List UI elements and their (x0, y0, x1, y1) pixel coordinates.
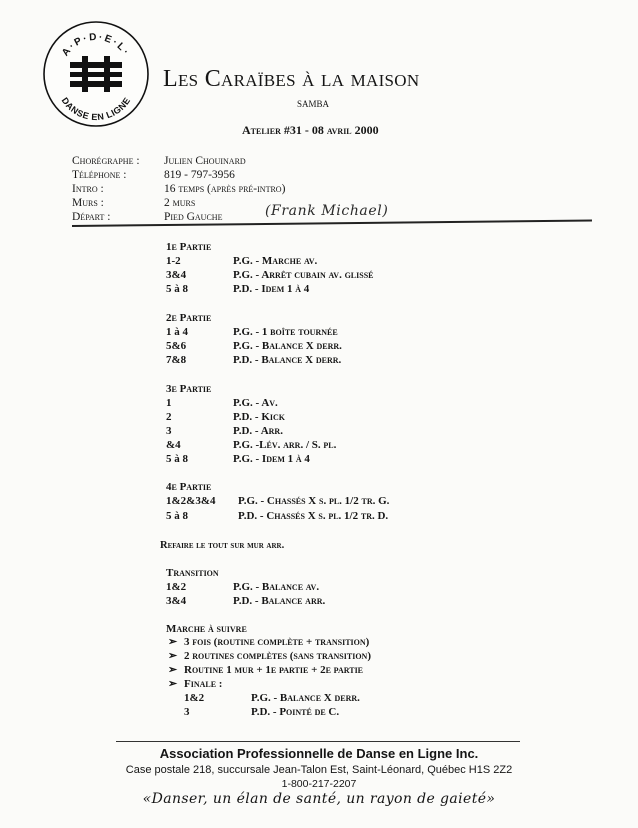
list-item (168, 650, 371, 663)
step-row (166, 453, 466, 466)
step-row (166, 581, 466, 594)
step-row (166, 425, 466, 438)
step-desc: P.G. -Lév. arr. / S. pl. (233, 439, 337, 451)
step-count: 1&2 (166, 581, 187, 593)
step-count: 3&4 (166, 595, 187, 607)
step-desc: P.D. - Balance X derr. (233, 354, 342, 366)
section-title: 4e Partie (166, 481, 212, 493)
step-desc: P.G. - Chassés X s. pl. 1/2 tr. G. (238, 495, 390, 507)
info-label: Départ : (72, 211, 111, 223)
step-desc: P.D. - Kick (233, 411, 285, 423)
step-desc: P.D. - Idem 1 à 4 (233, 283, 310, 295)
association-address: Case postale 218, succursale Jean-Talon Est, Saint-Léonard, Québec H1S 2Z2 (125, 764, 513, 776)
list-item-text: Finale : (184, 678, 223, 690)
logo-ring-text: A·P·D·E·L· (60, 31, 132, 59)
step-row (166, 439, 466, 452)
step-desc: P.D. - Arr. (233, 425, 283, 437)
association-phone: 1-800-217-2207 (281, 778, 357, 790)
step-desc: P.G. - Arrêt cubain av. glissé (233, 269, 374, 281)
list-item-text: 2 routines complètes (sans transition) (184, 650, 371, 662)
section-title: 1e Partie (166, 241, 212, 253)
association-name: Association Professionnelle de Danse en Ligne Inc. (159, 746, 479, 761)
step-count: 3 (184, 706, 190, 718)
step-count: &4 (166, 439, 181, 451)
section-title: Transition (166, 567, 219, 579)
footer-divider (116, 741, 520, 742)
atelier-date: Atelier #31 - 08 avril 2000 (242, 123, 379, 137)
step-desc: P.G. - Idem 1 à 4 (233, 453, 310, 465)
step-desc: P.D. - Pointé de C. (251, 706, 340, 718)
arrow-bullet-icon: ➢ (168, 636, 178, 648)
list-item-text: 3 fois (routine complète + transition) (184, 636, 370, 648)
step-row (166, 495, 486, 508)
info-value: Julien Chouinard (164, 155, 246, 167)
list-item (168, 664, 363, 677)
step-row (184, 706, 484, 719)
step-count: 1&2 (184, 692, 205, 704)
list-item-text: Routine 1 mur + 1e partie + 2e partie (184, 664, 364, 676)
page-title: Les Caraïbes à la maison (163, 66, 420, 92)
info-label: Intro : (72, 183, 104, 195)
step-count: 1&2&3&4 (166, 495, 216, 507)
apdel-logo-icon (42, 20, 150, 128)
step-desc: P.G. - Balance X derr. (233, 340, 342, 352)
list-item (168, 678, 222, 691)
info-murs (72, 196, 195, 210)
step-desc: P.D. - Balance arr. (233, 595, 326, 607)
list-item (168, 636, 369, 649)
step-count: 1-2 (166, 255, 181, 267)
info-choregraphe (72, 154, 246, 168)
step-row (166, 354, 466, 367)
step-desc: P.G. - Balance av. (233, 581, 320, 593)
info-telephone (72, 168, 235, 182)
info-value: 16 temps (après pré-intro) (164, 183, 286, 195)
step-desc: P.G. - 1 boîte tournée (233, 326, 338, 338)
step-count: 3 (166, 425, 172, 437)
info-value: 819 - 797-3956 (164, 169, 235, 181)
step-count: 5 à 8 (166, 453, 188, 465)
info-intro (72, 182, 285, 196)
info-label: Chorégraphe : (72, 155, 140, 167)
step-row (166, 397, 466, 410)
arrow-bullet-icon: ➢ (168, 650, 178, 662)
section-title: Marche à suivre (166, 623, 247, 635)
step-desc: P.G. - Av. (233, 397, 278, 409)
step-row (166, 595, 466, 608)
step-row (166, 283, 466, 296)
info-value: Pied Gauche (164, 211, 223, 223)
arrow-bullet-icon: ➢ (168, 664, 178, 676)
refaire-note: Refaire le tout sur mur arr. (160, 540, 285, 551)
info-label: Téléphone : (72, 169, 127, 181)
step-desc: P.G. - Balance X derr. (251, 692, 360, 704)
info-label: Murs : (72, 197, 104, 209)
section-title: 3e Partie (166, 383, 212, 395)
handwritten-note: (Frank Michael) (265, 203, 389, 219)
step-row (166, 340, 466, 353)
info-value: 2 murs (164, 197, 196, 209)
arrow-bullet-icon: ➢ (168, 678, 178, 690)
step-count: 1 (166, 397, 172, 409)
step-row (166, 255, 466, 268)
dance-style: SAMBA (297, 99, 330, 109)
step-row (184, 692, 484, 705)
step-desc: P.D. - Chassés X s. pl. 1/2 tr. D. (238, 510, 389, 522)
slogan: «Danser, un élan de santé, un rayon de gaieté» (142, 791, 496, 807)
info-depart (72, 210, 222, 224)
step-count: 5 à 8 (166, 510, 188, 522)
step-row (166, 269, 466, 282)
step-desc: P.G. - Marche av. (233, 255, 318, 267)
step-count: 3&4 (166, 269, 187, 281)
step-count: 7&8 (166, 354, 187, 366)
step-count: 5&6 (166, 340, 187, 352)
step-row (166, 510, 486, 523)
step-row (166, 411, 466, 424)
step-count: 5 à 8 (166, 283, 188, 295)
section-title: 2e Partie (166, 312, 212, 324)
step-row (166, 326, 466, 339)
step-count: 1 à 4 (166, 326, 188, 338)
logo-bottom-text: DANSE EN LIGNE (59, 95, 133, 123)
step-count: 2 (166, 411, 172, 423)
